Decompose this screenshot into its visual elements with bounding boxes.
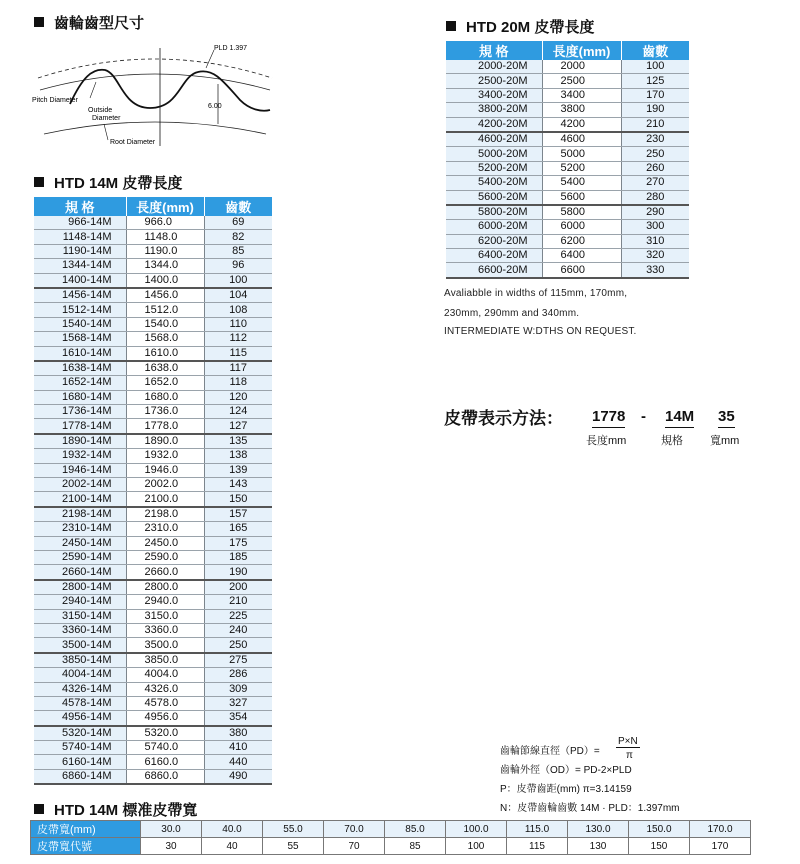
table-row — [446, 117, 689, 132]
cell-length: 3400 — [542, 88, 621, 102]
col-header-length: 長度(mm) — [126, 197, 204, 216]
outside-diameter-label-2: Diameter — [92, 115, 121, 122]
cell-teeth: 124 — [204, 405, 272, 419]
table-row — [446, 176, 689, 190]
formula-n: N：皮帶齒輪齒數 14M · PLD：1.397mm — [500, 803, 680, 814]
cell-teeth: 143 — [204, 478, 272, 492]
table-row — [446, 132, 689, 147]
notation-dash: - — [641, 408, 646, 425]
cell-spec: 6600-20M — [446, 263, 542, 278]
cell-teeth: 170 — [621, 88, 689, 102]
table-row — [34, 550, 272, 564]
cell-length: 2590.0 — [126, 550, 204, 564]
cell-length: 1540.0 — [126, 317, 204, 331]
cell-spec: 1610-14M — [34, 346, 126, 361]
table-row — [34, 303, 272, 317]
cell-teeth: 165 — [204, 522, 272, 536]
htd20-length-table — [446, 41, 689, 279]
cell-length: 4326.0 — [126, 682, 204, 696]
table-row — [34, 741, 272, 755]
cell-length: 3500.0 — [126, 638, 204, 653]
col-header-length: 長度(mm) — [542, 41, 621, 60]
table-row — [446, 60, 689, 74]
cell-length: 2310.0 — [126, 522, 204, 536]
table-row — [446, 147, 689, 161]
root-diameter-leader — [104, 124, 108, 140]
table-row — [34, 580, 272, 595]
pitch-line — [38, 59, 272, 78]
cell-teeth: 440 — [204, 755, 272, 769]
cell-teeth: 210 — [204, 595, 272, 609]
cell-spec: 5000-20M — [446, 147, 542, 161]
cell-spec: 4004-14M — [34, 668, 126, 682]
cell-spec: 6000-20M — [446, 220, 542, 234]
cell-teeth: 380 — [204, 726, 272, 741]
cell-length: 2450.0 — [126, 536, 204, 550]
cell-spec: 2940-14M — [34, 595, 126, 609]
table-row — [34, 244, 272, 258]
width-cell: 170 — [690, 838, 751, 855]
cell-teeth: 210 — [621, 117, 689, 132]
standard-width-table — [30, 820, 751, 855]
width-cell: 70 — [324, 838, 385, 855]
cell-spec: 3360-14M — [34, 623, 126, 637]
cell-spec: 1680-14M — [34, 390, 126, 404]
table-row — [446, 263, 689, 278]
availability-line-3: INTERMEDIATE W:DTHS ON REQUEST. — [444, 326, 637, 337]
formula-pd-denominator: π — [626, 750, 633, 761]
table-row — [34, 536, 272, 550]
cell-spec: 5740-14M — [34, 741, 126, 755]
cell-teeth: 300 — [621, 220, 689, 234]
cell-spec: 1652-14M — [34, 376, 126, 390]
cell-spec: 1400-14M — [34, 273, 126, 288]
cell-length: 1456.0 — [126, 288, 204, 303]
table-row — [34, 317, 272, 331]
cell-teeth: 286 — [204, 668, 272, 682]
cell-teeth: 157 — [204, 507, 272, 522]
table-row — [34, 405, 272, 419]
notation-spec-label: 規格 — [661, 435, 683, 447]
cell-teeth: 190 — [204, 565, 272, 580]
cell-length: 4200 — [542, 117, 621, 132]
cell-spec: 1638-14M — [34, 361, 126, 376]
cell-teeth: 125 — [621, 74, 689, 88]
cell-length: 1736.0 — [126, 405, 204, 419]
cell-spec: 2310-14M — [34, 522, 126, 536]
cell-spec: 3800-20M — [446, 103, 542, 117]
cell-length: 6400 — [542, 249, 621, 263]
cell-teeth: 110 — [204, 317, 272, 331]
cell-spec: 1890-14M — [34, 434, 126, 449]
cell-teeth: 138 — [204, 449, 272, 463]
outside-diameter-label: Outside — [88, 107, 113, 114]
width-cell: 70.0 — [324, 821, 385, 838]
cell-teeth: 100 — [621, 60, 689, 74]
cell-length: 1932.0 — [126, 449, 204, 463]
table-row — [446, 190, 689, 205]
cell-length: 1344.0 — [126, 259, 204, 273]
cell-length: 1190.0 — [126, 244, 204, 258]
table-row — [34, 288, 272, 303]
availability-line-2: 230mm, 290mm and 340mm. — [444, 308, 580, 319]
cell-teeth: 82 — [204, 230, 272, 244]
width-cell: 30 — [141, 838, 202, 855]
table-row — [446, 220, 689, 234]
cell-spec: 2198-14M — [34, 507, 126, 522]
cell-teeth: 309 — [204, 682, 272, 696]
width-cell: 100 — [446, 838, 507, 855]
cell-teeth: 115 — [204, 346, 272, 361]
cell-length: 1610.0 — [126, 346, 204, 361]
cell-length: 966.0 — [126, 216, 204, 230]
cell-teeth: 135 — [204, 434, 272, 449]
root-line — [44, 122, 266, 134]
cell-length: 5000 — [542, 147, 621, 161]
cell-spec: 6160-14M — [34, 755, 126, 769]
cell-spec: 2000-20M — [446, 60, 542, 74]
table-row — [446, 161, 689, 175]
table-header-row — [34, 197, 272, 216]
cell-spec: 2500-20M — [446, 74, 542, 88]
cell-length: 1148.0 — [126, 230, 204, 244]
availability-line-1: Avaliabble in widths of 115mm, 170mm, — [444, 288, 628, 299]
cell-spec: 6200-20M — [446, 234, 542, 248]
cell-teeth: 112 — [204, 332, 272, 346]
cell-length: 3800 — [542, 103, 621, 117]
cell-spec: 3150-14M — [34, 609, 126, 623]
cell-length: 2000 — [542, 60, 621, 74]
cell-spec: 3500-14M — [34, 638, 126, 653]
formula-p: P：皮帶齒距(mm) π=3.14159 — [500, 784, 632, 795]
cell-spec: 1736-14M — [34, 405, 126, 419]
notation-length-value: 1778 — [592, 408, 625, 428]
cell-length: 5400 — [542, 176, 621, 190]
cell-teeth: 96 — [204, 259, 272, 273]
cell-teeth: 185 — [204, 550, 272, 564]
cell-length: 1400.0 — [126, 273, 204, 288]
tooth-profile-curve — [70, 70, 270, 111]
table-header-row — [446, 41, 689, 60]
cell-spec: 2002-14M — [34, 478, 126, 492]
cell-spec: 4956-14M — [34, 711, 126, 726]
cell-spec: 1778-14M — [34, 419, 126, 434]
htd14-length-table — [34, 197, 272, 785]
depth-label: 6.00 — [208, 103, 222, 110]
width-cell: 115.0 — [507, 821, 568, 838]
cell-length: 2660.0 — [126, 565, 204, 580]
cell-teeth: 410 — [204, 741, 272, 755]
cell-teeth: 320 — [621, 249, 689, 263]
notation-length-label: 長度mm — [586, 435, 627, 447]
cell-length: 1778.0 — [126, 419, 204, 434]
col-header-teeth: 齒數 — [621, 41, 689, 60]
cell-teeth: 490 — [204, 769, 272, 784]
table-row — [34, 434, 272, 449]
cell-length: 4578.0 — [126, 696, 204, 710]
cell-length: 4004.0 — [126, 668, 204, 682]
root-diameter-label: Root Diameter — [110, 139, 156, 146]
cell-spec: 1568-14M — [34, 332, 126, 346]
cell-teeth: 230 — [621, 132, 689, 147]
cell-length: 6000 — [542, 220, 621, 234]
table-row — [34, 623, 272, 637]
cell-teeth: 260 — [621, 161, 689, 175]
width-cell: 100.0 — [446, 821, 507, 838]
cell-teeth: 150 — [204, 492, 272, 507]
table-row — [34, 711, 272, 726]
cell-length: 5800 — [542, 205, 621, 220]
width-cell: 40.0 — [202, 821, 263, 838]
width-cell: 85 — [385, 838, 446, 855]
cell-length: 1946.0 — [126, 463, 204, 477]
cell-length: 1512.0 — [126, 303, 204, 317]
cell-length: 3850.0 — [126, 653, 204, 668]
cell-teeth: 250 — [621, 147, 689, 161]
cell-teeth: 104 — [204, 288, 272, 303]
formula-pd-label: 齒輪節線直徑（PD）= — [500, 746, 600, 757]
outside-line — [40, 74, 270, 90]
table-row — [34, 259, 272, 273]
width-cell: 130 — [568, 838, 629, 855]
cell-spec: 5320-14M — [34, 726, 126, 741]
cell-teeth: 175 — [204, 536, 272, 550]
table-row — [34, 478, 272, 492]
cell-spec: 6860-14M — [34, 769, 126, 784]
cell-length: 2100.0 — [126, 492, 204, 507]
cell-teeth: 120 — [204, 390, 272, 404]
width-row-code — [31, 838, 751, 855]
cell-spec: 6400-20M — [446, 249, 542, 263]
cell-spec: 1190-14M — [34, 244, 126, 258]
cell-teeth: 290 — [621, 205, 689, 220]
cell-teeth: 108 — [204, 303, 272, 317]
cell-teeth: 100 — [204, 273, 272, 288]
cell-spec: 1344-14M — [34, 259, 126, 273]
table-row — [446, 205, 689, 220]
cell-spec: 2450-14M — [34, 536, 126, 550]
table-row — [446, 249, 689, 263]
cell-length: 1890.0 — [126, 434, 204, 449]
cell-length: 1652.0 — [126, 376, 204, 390]
width-cell: 30.0 — [141, 821, 202, 838]
table-row — [34, 346, 272, 361]
cell-length: 2002.0 — [126, 478, 204, 492]
cell-spec: 1932-14M — [34, 449, 126, 463]
table-row — [34, 507, 272, 522]
square-bullet-icon — [446, 21, 456, 31]
width-section-title: HTD 14M 標准皮帶寬 — [34, 799, 197, 820]
cell-spec: 5400-20M — [446, 176, 542, 190]
cell-teeth: 69 — [204, 216, 272, 230]
cell-spec: 4578-14M — [34, 696, 126, 710]
cell-length: 2500 — [542, 74, 621, 88]
cell-length: 3360.0 — [126, 623, 204, 637]
table-row — [34, 595, 272, 609]
table-row — [34, 492, 272, 507]
cell-length: 1568.0 — [126, 332, 204, 346]
formula-pd-numerator: P×N — [618, 736, 638, 747]
cell-teeth: 354 — [204, 711, 272, 726]
cell-length: 1638.0 — [126, 361, 204, 376]
width-cell: 130.0 — [568, 821, 629, 838]
width-row-label: 皮帶寬(mm) — [31, 821, 141, 838]
table-row — [34, 522, 272, 536]
table-row — [34, 565, 272, 580]
notation-width-label: 寬mm — [710, 435, 740, 447]
width-cell: 150.0 — [629, 821, 690, 838]
cell-spec: 1456-14M — [34, 288, 126, 303]
width-cell: 40 — [202, 838, 263, 855]
square-bullet-icon — [34, 17, 44, 27]
cell-teeth: 117 — [204, 361, 272, 376]
width-cell: 170.0 — [690, 821, 751, 838]
table-row — [34, 419, 272, 434]
cell-spec: 3850-14M — [34, 653, 126, 668]
table-row — [34, 609, 272, 623]
cell-spec: 966-14M — [34, 216, 126, 230]
cell-length: 1680.0 — [126, 390, 204, 404]
table-row — [34, 463, 272, 477]
cell-spec: 5600-20M — [446, 190, 542, 205]
width-cell: 55 — [263, 838, 324, 855]
cell-teeth: 270 — [621, 176, 689, 190]
cell-teeth: 127 — [204, 419, 272, 434]
notation-spec-value: 14M — [665, 408, 694, 428]
cell-spec: 2590-14M — [34, 550, 126, 564]
col-header-spec: 規 格 — [446, 41, 542, 60]
tooth-profile-title: 齒輪齒型尺寸 — [34, 12, 144, 33]
cell-spec: 2660-14M — [34, 565, 126, 580]
col-header-spec: 規 格 — [34, 197, 126, 216]
width-cell: 115 — [507, 838, 568, 855]
table-row — [34, 230, 272, 244]
cell-teeth: 240 — [204, 623, 272, 637]
table-row — [34, 390, 272, 404]
cell-spec: 5200-20M — [446, 161, 542, 175]
cell-spec: 4326-14M — [34, 682, 126, 696]
cell-length: 4956.0 — [126, 711, 204, 726]
cell-teeth: 200 — [204, 580, 272, 595]
cell-length: 6200 — [542, 234, 621, 248]
table-row — [34, 755, 272, 769]
pitch-diameter-leader — [90, 82, 96, 98]
cell-spec: 1946-14M — [34, 463, 126, 477]
col-header-teeth: 齒數 — [204, 197, 272, 216]
cell-teeth: 190 — [621, 103, 689, 117]
cell-length: 5740.0 — [126, 741, 204, 755]
cell-spec: 4200-20M — [446, 117, 542, 132]
formula-od: 齒輪外徑（OD）= PD-2×PLD — [500, 765, 632, 776]
notation-width-value: 35 — [718, 408, 735, 428]
table-row — [446, 234, 689, 248]
cell-spec: 1540-14M — [34, 317, 126, 331]
table-row — [34, 449, 272, 463]
square-bullet-icon — [34, 177, 44, 187]
square-bullet-icon — [34, 804, 44, 814]
cell-spec: 5800-20M — [446, 205, 542, 220]
cell-length: 5320.0 — [126, 726, 204, 741]
cell-teeth: 327 — [204, 696, 272, 710]
width-cell: 150 — [629, 838, 690, 855]
pld-label: PLD 1.397 — [214, 45, 248, 52]
cell-spec: 1512-14M — [34, 303, 126, 317]
cell-length: 2800.0 — [126, 580, 204, 595]
cell-length: 5200 — [542, 161, 621, 175]
cell-length: 2940.0 — [126, 595, 204, 609]
table-row — [34, 696, 272, 710]
table-row — [34, 653, 272, 668]
cell-teeth: 330 — [621, 263, 689, 278]
cell-teeth: 225 — [204, 609, 272, 623]
cell-length: 4600 — [542, 132, 621, 147]
cell-length: 5600 — [542, 190, 621, 205]
htd14-title: HTD 14M 皮帶長度 — [34, 172, 182, 193]
cell-length: 6160.0 — [126, 755, 204, 769]
table-row — [34, 216, 272, 230]
cell-length: 6600 — [542, 263, 621, 278]
table-row — [34, 682, 272, 696]
cell-length: 3150.0 — [126, 609, 204, 623]
width-row-label: 皮帶寬代號 — [31, 838, 141, 855]
cell-teeth: 250 — [204, 638, 272, 653]
table-row — [34, 273, 272, 288]
cell-teeth: 118 — [204, 376, 272, 390]
table-row — [34, 726, 272, 741]
table-row — [446, 88, 689, 102]
table-row — [446, 74, 689, 88]
pld-leader — [206, 50, 214, 68]
cell-spec: 4600-20M — [446, 132, 542, 147]
table-row — [34, 361, 272, 376]
table-row — [446, 103, 689, 117]
cell-spec: 2800-14M — [34, 580, 126, 595]
width-cell: 55.0 — [263, 821, 324, 838]
cell-length: 2198.0 — [126, 507, 204, 522]
table-row — [34, 769, 272, 784]
cell-teeth: 280 — [621, 190, 689, 205]
table-row — [34, 376, 272, 390]
width-cell: 85.0 — [385, 821, 446, 838]
table-row — [34, 332, 272, 346]
cell-spec: 3400-20M — [446, 88, 542, 102]
table-row — [34, 668, 272, 682]
tooth-profile-diagram — [30, 38, 280, 150]
htd20-title: HTD 20M 皮帶長度 — [446, 16, 594, 37]
table-row — [34, 638, 272, 653]
cell-length: 6860.0 — [126, 769, 204, 784]
notation-label: 皮帶表示方法： — [444, 409, 563, 428]
cell-spec: 2100-14M — [34, 492, 126, 507]
pitch-diameter-label: Pitch Diameter — [32, 97, 78, 104]
cell-teeth: 310 — [621, 234, 689, 248]
cell-teeth: 275 — [204, 653, 272, 668]
width-row-mm — [31, 821, 751, 838]
cell-teeth: 85 — [204, 244, 272, 258]
cell-spec: 1148-14M — [34, 230, 126, 244]
cell-teeth: 139 — [204, 463, 272, 477]
